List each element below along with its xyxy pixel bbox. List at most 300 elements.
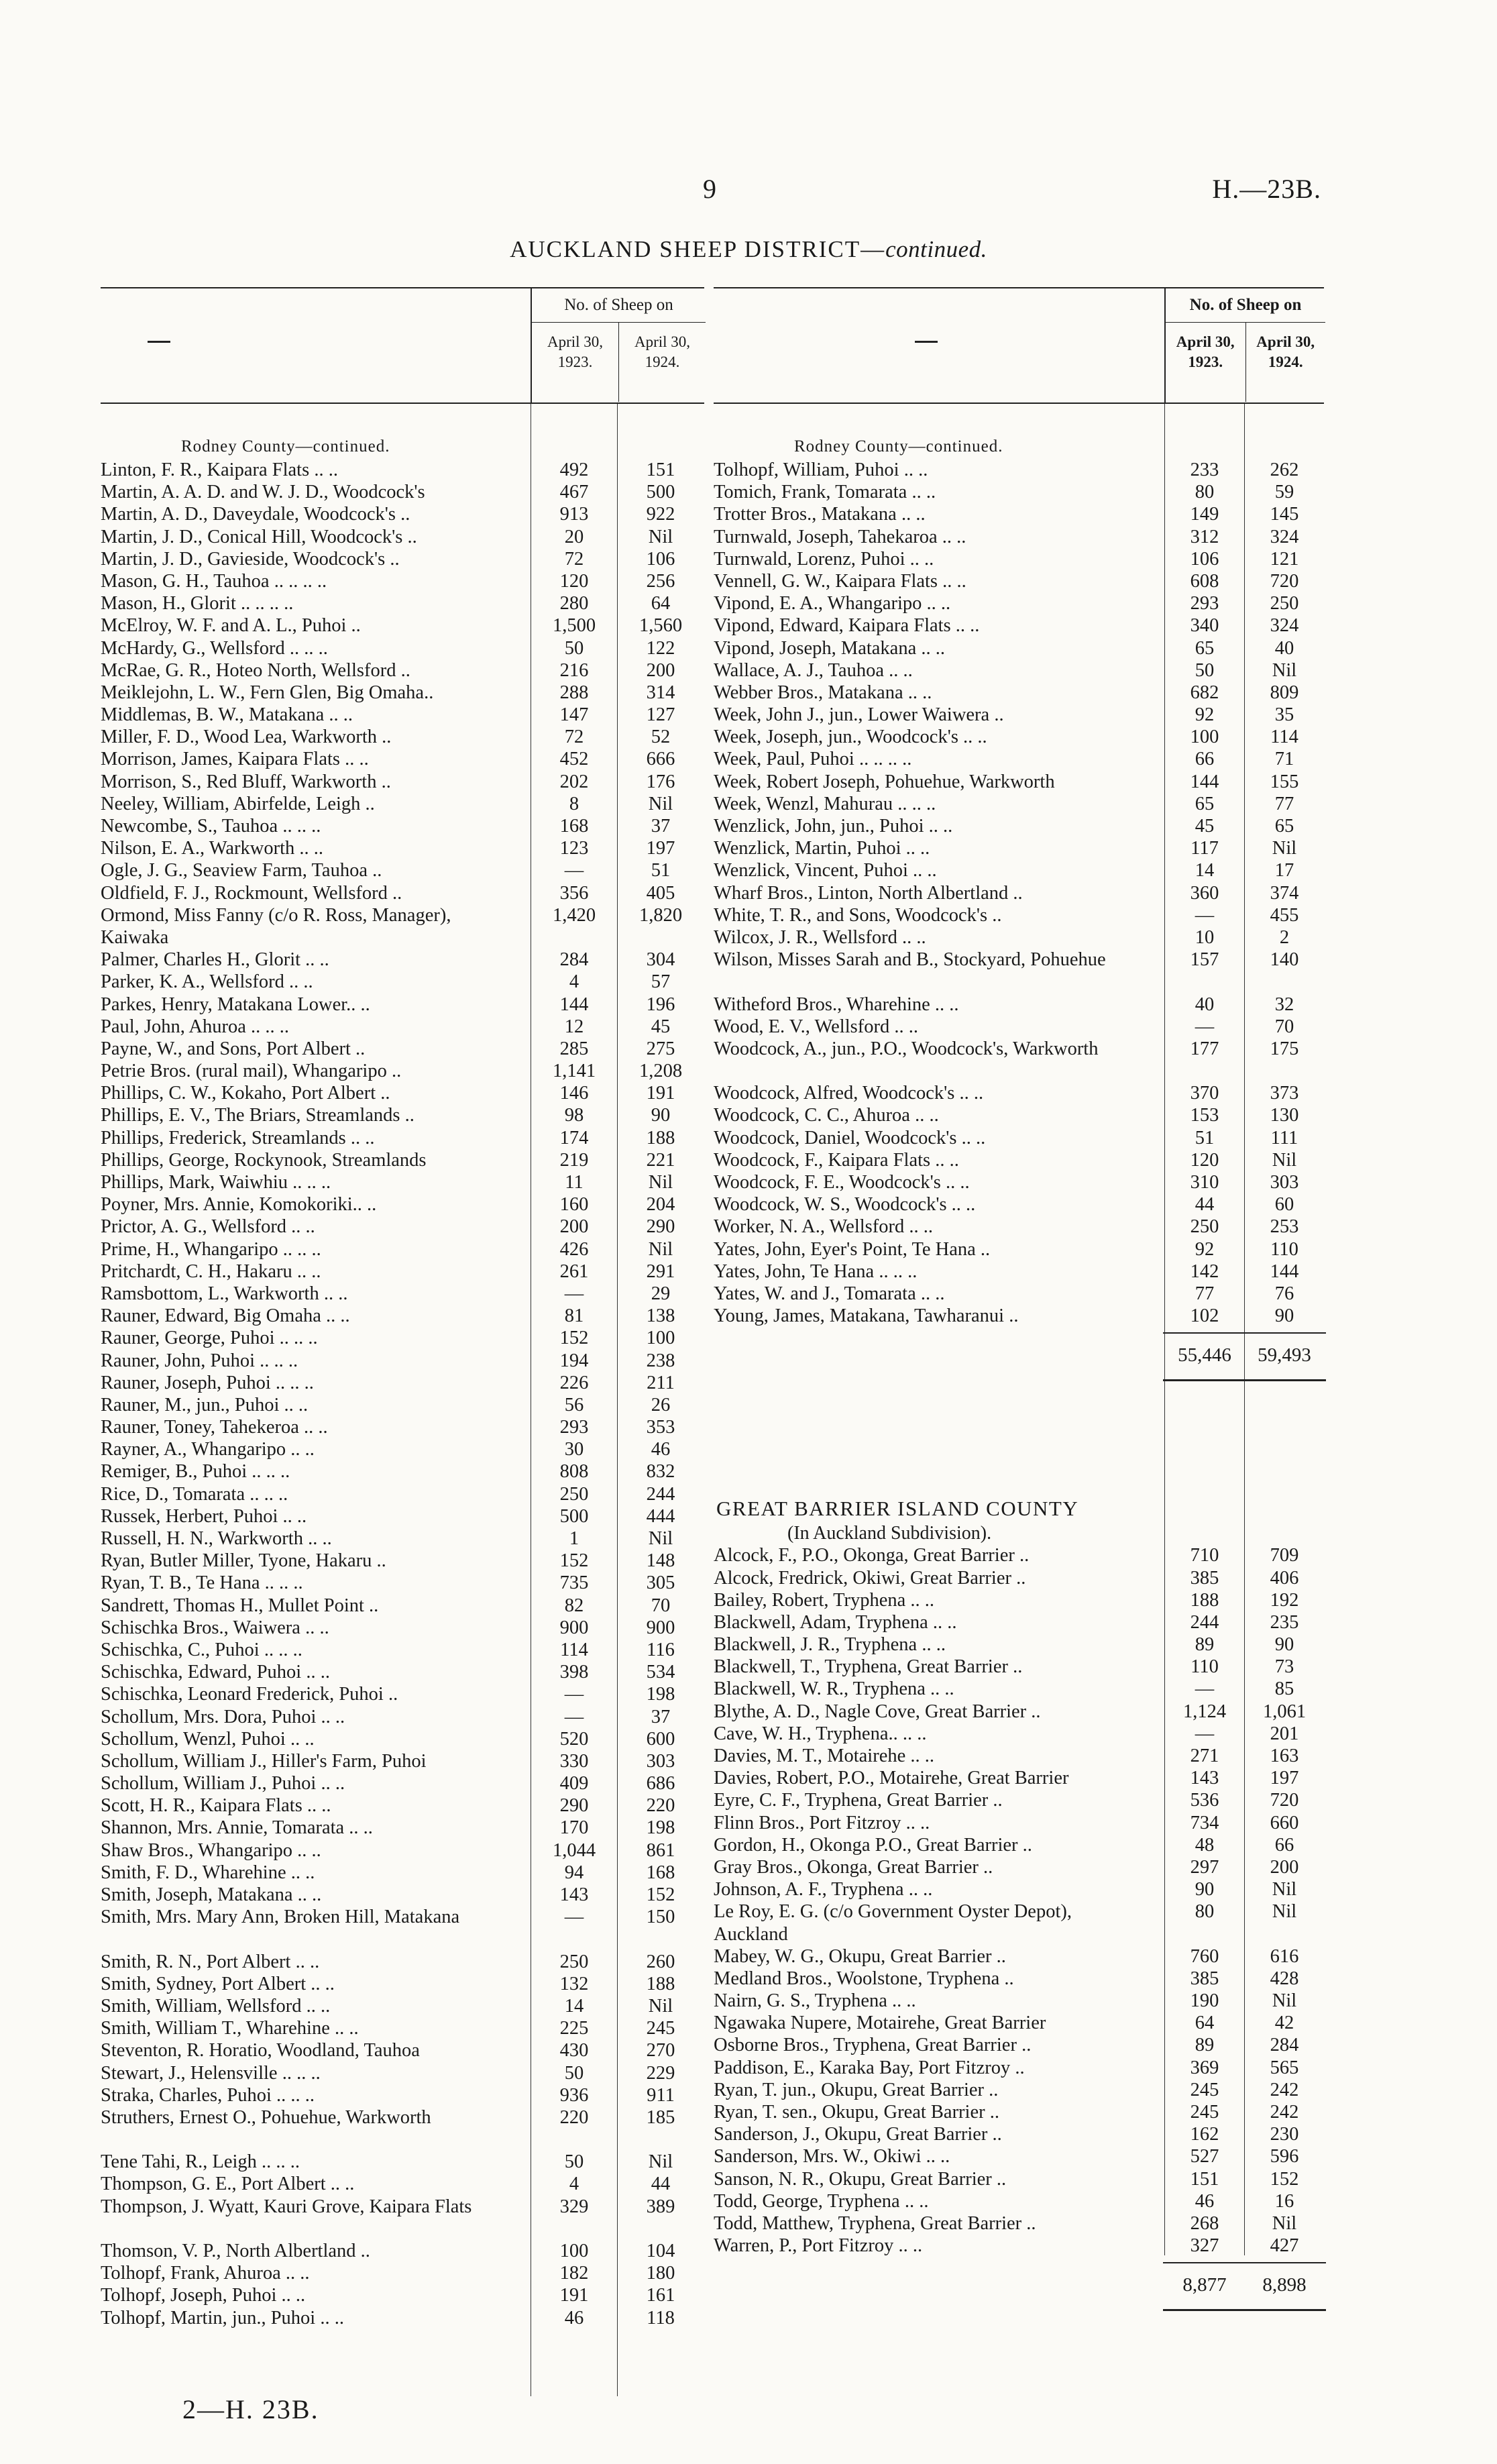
page-number: 9 (703, 174, 716, 204)
owner-name: Russell, H. N., Warkworth .. .. (101, 1528, 332, 1550)
owner-name: Woodcock, C. C., Ahuroa .. .. (714, 1105, 939, 1126)
count-1923: 520 (559, 1728, 589, 1750)
owner-name: Thomson, V. P., North Albertland .. (101, 2241, 370, 2262)
owner-name: Vennell, G. W., Kaipara Flats .. .. (714, 570, 966, 592)
total-1924: 8,898 (1262, 2274, 1307, 2296)
owner-name: Vipond, E. A., Whangaripo .. .. (714, 593, 951, 614)
count-1924: 73 (1274, 1656, 1294, 1678)
owner-name: Blythe, A. D., Nagle Cove, Great Barrier .. (714, 1701, 1041, 1722)
count-1924: 64 (651, 593, 671, 614)
count-1924: 122 (646, 637, 675, 659)
owner-name: Witheford Bros., Wharehine .. .. (714, 994, 959, 1015)
table-row (714, 1127, 1324, 1149)
count-1924: 71 (1274, 749, 1294, 770)
table-row (101, 1038, 704, 1060)
table-row (714, 1589, 1324, 1611)
table-row (101, 2151, 704, 2173)
table-row (714, 592, 1324, 614)
count-1923: 102 (1190, 1305, 1219, 1327)
count-1923: 153 (1190, 1105, 1219, 1126)
count-1923: 147 (559, 704, 589, 726)
table-row (714, 1544, 1324, 1566)
table-row (101, 1862, 704, 1884)
count-1924: 600 (646, 1728, 675, 1750)
count-1923: 360 (1190, 882, 1219, 904)
count-1924: 44 (651, 2174, 671, 2195)
count-1924: Nil (1272, 659, 1297, 681)
table-row (101, 1661, 704, 1683)
count-1924: 304 (646, 949, 675, 971)
count-1924: 51 (651, 860, 671, 881)
count-1923: 1,044 (552, 1839, 596, 1861)
owner-name: Osborne Bros., Tryphena, Great Barrier .. (714, 2035, 1032, 2056)
count-1924: 324 (1270, 615, 1299, 637)
table-row (101, 1595, 704, 1617)
count-1924: 100 (646, 1328, 675, 1349)
table-row (714, 1678, 1324, 1700)
owner-name: Smith, Mrs. Mary Ann, Broken Hill, Matakana (101, 1907, 460, 1928)
table-row (714, 859, 1324, 881)
count-1924: 161 (646, 2285, 675, 2306)
owner-name: Ryan, Butler Miller, Tyone, Hakaru .. (101, 1550, 386, 1572)
owner-name: Mabey, W. G., Okupu, Great Barrier .. (714, 1945, 1006, 1967)
count-1923: 81 (564, 1305, 584, 1327)
owner-name: Wharf Bros., Linton, North Albertland .. (714, 882, 1023, 904)
sheep-count-header (531, 288, 706, 403)
table-row (714, 548, 1324, 570)
count-1923: 51 (1195, 1127, 1215, 1148)
owner-name: Wilcox, J. R., Wellsford .. .. (714, 926, 926, 948)
table-row (101, 1016, 704, 1038)
owner-name: Ngawaka Nupere, Motairehe, Great Barrier (714, 2013, 1046, 2034)
table-row (101, 1372, 704, 1394)
count-1924: 253 (1270, 1216, 1299, 1238)
table-row (714, 570, 1324, 592)
owner-name: Prime, H., Whangaripo .. .. .. (101, 1238, 321, 1260)
owner-name: Alcock, Fredrick, Okiwi, Great Barrier .. (714, 1567, 1026, 1589)
owner-name: Sanderson, J., Okupu, Great Barrier .. (714, 2124, 1002, 2145)
table-row (714, 1611, 1324, 1633)
owner-name: Week, Joseph, jun., Woodcock's .. .. (714, 727, 987, 748)
table-row (714, 837, 1324, 859)
owner-name: Thompson, J. Wyatt, Kauri Grove, Kaipara Flats (101, 2196, 472, 2217)
col-1924-header: April 30, 1924. (618, 323, 706, 402)
count-1924: Nil (648, 526, 673, 547)
count-1924: 188 (646, 1127, 675, 1148)
count-1923: 50 (1195, 659, 1215, 681)
count-1923: 50 (564, 2151, 584, 2173)
owner-name: Shannon, Mrs. Annie, Tomarata .. .. (101, 1817, 373, 1839)
owner-name: Yates, John, Te Hana .. .. .. (714, 1261, 918, 1282)
owner-name: Mason, G. H., Tauhoa .. .. .. .. (101, 570, 327, 592)
table-row (714, 882, 1324, 904)
count-1924: 500 (646, 482, 675, 503)
table-row (714, 1193, 1324, 1216)
count-1923: 110 (1190, 1656, 1219, 1678)
owner-name: Davies, M. T., Motairehe .. .. (714, 1746, 935, 1767)
count-1924: 35 (1274, 704, 1294, 726)
count-1923: 900 (559, 1617, 589, 1638)
owner-name: Yates, John, Eyer's Point, Te Hana .. (714, 1238, 991, 1260)
table-row (714, 904, 1324, 926)
count-1923: 1 (569, 1528, 579, 1550)
table-row (714, 682, 1324, 704)
owner-name: Parker, K. A., Wellsford .. .. (101, 971, 313, 993)
count-1924: 145 (1270, 504, 1299, 525)
count-1924: 163 (1270, 1746, 1299, 1767)
count-1923: 94 (564, 1862, 584, 1883)
table-row (714, 1567, 1324, 1589)
owner-name: Nilson, E. A., Warkworth .. .. (101, 838, 324, 859)
owner-name: Stewart, J., Helensville .. .. .. (101, 2062, 321, 2084)
count-1923: 370 (1190, 1083, 1219, 1104)
count-1924: 596 (1270, 2146, 1299, 2167)
count-1924: 303 (1270, 1172, 1299, 1193)
owner-name: Woodcock, W. S., Woodcock's .. .. (714, 1194, 976, 1216)
owner-name: Tene Tahi, R., Leigh .. .. .. (101, 2151, 300, 2173)
owner-name: Rauner, Joseph, Puhoi .. .. .. (101, 1372, 314, 1393)
count-1924: 832 (646, 1461, 675, 1483)
count-1924: 291 (646, 1261, 675, 1282)
count-1924: 151 (646, 460, 675, 480)
table-row (714, 2168, 1324, 2190)
left-table (101, 287, 704, 2329)
table-row (101, 837, 704, 859)
owner-name: Struthers, Ernest O., Pohuehue, Warkworth (101, 2106, 431, 2128)
table-row (714, 748, 1324, 770)
owner-name: Cave, W. H., Tryphena.. .. .. (714, 1723, 927, 1744)
count-1923: 174 (559, 1127, 589, 1148)
owner-name: Ramsbottom, L., Warkworth .. .. (101, 1283, 348, 1304)
count-1924: 70 (651, 1595, 671, 1616)
owner-name: Schollum, William J., Puhoi .. .. (101, 1773, 345, 1795)
count-1923: 233 (1190, 460, 1219, 480)
count-1924: Nil (648, 1528, 673, 1550)
owner-name: Tolhopf, William, Puhoi .. .. (714, 460, 928, 480)
table-row (714, 1767, 1324, 1789)
table-row (101, 1817, 704, 1839)
count-1923: 936 (559, 2084, 589, 2106)
count-1923: 310 (1190, 1172, 1219, 1193)
count-1924: 2 (1279, 926, 1290, 948)
count-1924: 188 (646, 1973, 675, 1994)
table-row (714, 1082, 1324, 1104)
count-1923: 89 (1195, 1634, 1215, 1656)
count-1924: Nil (648, 793, 673, 814)
count-1923: 160 (559, 1194, 589, 1216)
count-1923: 245 (1190, 2102, 1219, 2123)
table-row (101, 704, 704, 726)
count-1924: Nil (1272, 1990, 1297, 2012)
table-row (714, 2212, 1324, 2235)
count-1924: Nil (648, 1238, 673, 1260)
count-1923: 14 (1195, 860, 1215, 881)
owner-name: Ogle, J. G., Seaview Farm, Tauhoa .. (101, 860, 382, 881)
count-1924: 90 (1274, 1305, 1294, 1327)
count-1924: 197 (1270, 1768, 1299, 1789)
table-row (101, 548, 704, 570)
count-1923: 188 (1190, 1589, 1219, 1611)
count-1923: 385 (1190, 1968, 1219, 1989)
owner-name: Tolhopf, Joseph, Puhoi .. .. (101, 2285, 306, 2306)
table-row (714, 1856, 1324, 1878)
owner-name: Schischka, Leonard Frederick, Puhoi .. (101, 1684, 398, 1705)
owner-name: Morrison, S., Red Bluff, Warkworth .. (101, 771, 391, 792)
table-row (714, 2034, 1324, 2056)
owner-name: Thompson, G. E., Port Albert .. .. (101, 2174, 355, 2195)
count-1924: 565 (1270, 2057, 1299, 2078)
count-1923: 12 (564, 1016, 584, 1037)
table-row (714, 726, 1324, 748)
table-row (101, 1572, 704, 1594)
count-1923: 385 (1190, 1567, 1219, 1589)
owner-name: Mason, H., Glorit .. .. .. .. (101, 593, 294, 614)
owner-name: Morrison, James, Kaipara Flats .. .. (101, 749, 369, 770)
count-1924: Nil (1272, 1149, 1297, 1171)
table-row (101, 682, 704, 704)
table-row (101, 1995, 704, 2017)
count-1923: 284 (559, 949, 589, 971)
owner-name: Smith, R. N., Port Albert .. .. (101, 1951, 320, 1972)
count-1923: 66 (1195, 749, 1215, 770)
count-1923: 92 (1195, 704, 1215, 726)
count-1924: 198 (646, 1684, 675, 1705)
table-row (101, 2017, 704, 2039)
owner-name: Johnson, A. F., Tryphena .. .. (714, 1879, 933, 1900)
table-row (101, 1550, 704, 1572)
owner-name: Vipond, Edward, Kaipara Flats .. .. (714, 615, 980, 637)
table-row (101, 1082, 704, 1104)
table-row (714, 1745, 1324, 1767)
table-row (101, 1104, 704, 1126)
count-1923: 734 (1190, 1812, 1219, 1833)
owner-name: Schischka Bros., Waiwera .. .. (101, 1617, 329, 1638)
count-1924: 373 (1270, 1083, 1299, 1104)
count-1924: 238 (646, 1350, 675, 1371)
owner-name: Gray Bros., Okonga, Great Barrier .. (714, 1856, 993, 1878)
count-1923: 157 (1190, 949, 1219, 971)
table-row (714, 1238, 1324, 1261)
count-1923: 143 (559, 1884, 589, 1906)
table-row (714, 2057, 1324, 2079)
count-1923: 56 (564, 1394, 584, 1415)
count-1923: 760 (1190, 1945, 1219, 1967)
table-row (101, 1305, 704, 1327)
count-1924: 1,560 (639, 615, 683, 637)
owner-name: Middlemas, B. W., Matakana .. .. (101, 704, 353, 726)
table-row (101, 2039, 704, 2061)
owner-name: Smith, William T., Wharehine .. .. (101, 2018, 359, 2039)
count-1924: 406 (1270, 1567, 1299, 1589)
count-1924: 666 (646, 749, 675, 770)
owner-name: Gordon, H., Okonga P.O., Great Barrier .. (714, 1834, 1032, 1856)
owner-name: Smith, Sydney, Port Albert .. .. (101, 1973, 335, 1994)
count-1923: — (1195, 904, 1215, 926)
table-row (101, 1171, 704, 1193)
count-1923: 250 (1190, 1216, 1219, 1238)
count-1924: 1,208 (639, 1061, 683, 1082)
table-row (101, 748, 704, 770)
count-1923: 608 (1190, 570, 1219, 592)
table-row (714, 1945, 1324, 1968)
owner-name: Wenzlick, Vincent, Puhoi .. .. (714, 860, 937, 881)
count-1923: 152 (559, 1328, 589, 1349)
owner-name: Rauner, George, Puhoi .. .. .. (101, 1328, 318, 1349)
count-1923: 1,500 (552, 615, 596, 637)
owner-name: Blackwell, W. R., Tryphena .. .. (714, 1678, 954, 1700)
table-row (714, 1171, 1324, 1193)
table-row (714, 771, 1324, 793)
owner-name: Ryan, T. sen., Okupu, Great Barrier .. (714, 2102, 999, 2123)
count-1924: 127 (646, 704, 675, 726)
owner-name: Steventon, R. Horatio, Woodland, Tauhoa (101, 2040, 420, 2061)
owner-name: Rauner, John, Puhoi .. .. .. (101, 1350, 298, 1371)
count-1923: 98 (564, 1105, 584, 1126)
owner-name: McElroy, W. F. and A. L., Puhoi .. (101, 615, 361, 637)
owner-name: Wood, E. V., Wellsford .. .. (714, 1016, 918, 1037)
count-1923: — (564, 1283, 584, 1304)
table-row (101, 2106, 704, 2151)
table-row (101, 1973, 704, 1995)
count-1923: 250 (559, 1483, 589, 1505)
owner-name: Tolhopf, Frank, Ahuroa .. .. (101, 2263, 310, 2284)
table-row (101, 1795, 704, 1817)
count-1924: Nil (648, 1172, 673, 1193)
count-1923: 114 (560, 1639, 588, 1660)
count-1923: 202 (559, 771, 589, 792)
count-1923: — (1195, 1723, 1215, 1744)
owner-name: Martin, J. D., Conical Hill, Woodcock's .. (101, 526, 417, 547)
count-1924: 922 (646, 504, 675, 525)
count-1923: 149 (1190, 504, 1219, 525)
count-1924: 720 (1270, 1790, 1299, 1811)
table-row (101, 2262, 704, 2284)
count-1923: 117 (1190, 838, 1219, 859)
count-1923: 100 (1190, 727, 1219, 748)
count-1924: 245 (646, 2018, 675, 2039)
count-1923: 144 (559, 994, 589, 1015)
count-1923: 735 (559, 1572, 589, 1594)
table-row (101, 2084, 704, 2106)
header-dash (915, 341, 938, 343)
owner-name: Remiger, B., Puhoi .. .. .. (101, 1461, 290, 1483)
table-row (101, 1505, 704, 1528)
count-1923: 80 (1195, 1901, 1215, 1923)
table-row (101, 1216, 704, 1238)
table-row (101, 1127, 704, 1149)
count-1923: 123 (559, 838, 589, 859)
page-title: AUCKLAND SHEEP DISTRICT—continued. (510, 236, 987, 262)
table-row (101, 1416, 704, 1438)
owner-name: Eyre, C. F., Tryphena, Great Barrier .. (714, 1790, 1003, 1811)
count-1923: 244 (1190, 1611, 1219, 1633)
count-1924: 1,820 (639, 904, 683, 926)
owner-name: McHardy, G., Wellsford .. .. .. (101, 637, 328, 659)
count-1923: 492 (559, 460, 589, 480)
count-1924: 244 (646, 1483, 675, 1505)
table-row (714, 1900, 1324, 1945)
table-row (714, 1283, 1324, 1305)
left-table-body (101, 404, 704, 2329)
table-row (714, 1878, 1324, 1900)
owner-name: Ryan, T. B., Te Hana .. .. .. (101, 1572, 303, 1594)
count-1924: Nil (648, 1995, 673, 2017)
count-1924: 374 (1270, 882, 1299, 904)
table-row (714, 926, 1324, 949)
table-row (101, 637, 704, 659)
table-row (101, 949, 704, 971)
table-row (714, 659, 1324, 682)
count-1924: 242 (1270, 2079, 1299, 2100)
count-1924: 17 (1274, 860, 1294, 881)
count-1923: 710 (1190, 1545, 1219, 1566)
owner-name: Warren, P., Port Fitzroy .. .. (714, 2235, 923, 2257)
table-row (101, 1617, 704, 1639)
owner-name: Oldfield, F. J., Rockmount, Wellsford .. (101, 882, 402, 904)
table-row (101, 904, 704, 949)
count-1924: 455 (1270, 904, 1299, 926)
owner-name: Schischka, C., Puhoi .. .. .. (101, 1639, 302, 1660)
owner-name: Wenzlick, John, jun., Puhoi .. .. (714, 816, 953, 837)
owner-name: Webber Bros., Matakana .. .. (714, 682, 932, 703)
table-row (714, 2123, 1324, 2145)
table-row (714, 481, 1324, 503)
table-row (101, 1951, 704, 1973)
sheep-count-caption: No. of Sheep on (1166, 288, 1325, 323)
count-1923: 46 (564, 2307, 584, 2328)
count-1923: 106 (1190, 548, 1219, 570)
owner-name: Bailey, Robert, Tryphena .. .. (714, 1589, 935, 1611)
count-1924: 196 (646, 994, 675, 1015)
count-1923: 409 (559, 1773, 589, 1795)
count-1924: 200 (646, 659, 675, 681)
count-1923: 250 (559, 1951, 589, 1972)
count-1923: — (564, 1706, 584, 1727)
owner-name: Wilson, Misses Sarah and B., Stockyard, Pohuehue (714, 949, 1106, 971)
owner-name: Rauner, M., jun., Puhoi .. .. (101, 1394, 309, 1415)
count-1923: 369 (1190, 2057, 1219, 2078)
table-row (101, 882, 704, 904)
count-1924: 270 (646, 2040, 675, 2061)
count-1923: 64 (1195, 2013, 1215, 2034)
count-1924: Nil (648, 2151, 673, 2173)
table-row (101, 2240, 704, 2262)
count-1923: 280 (559, 593, 589, 614)
count-1924: 616 (1270, 1945, 1299, 1967)
count-1923: 808 (559, 1461, 589, 1483)
count-1924: 324 (1270, 526, 1299, 547)
count-1923: 330 (559, 1750, 589, 1772)
table-row (714, 793, 1324, 815)
table-row (714, 1038, 1324, 1082)
table-row (714, 2145, 1324, 2167)
table-row (101, 1728, 704, 1750)
count-1924: 140 (1270, 949, 1299, 971)
count-1923: 191 (559, 2285, 589, 2306)
owner-name: Trotter Bros., Matakana .. .. (714, 504, 926, 525)
count-1923: 216 (559, 659, 589, 681)
table-row (101, 1261, 704, 1283)
count-1923: 4 (569, 2174, 579, 2195)
count-1923: 285 (559, 1038, 589, 1059)
count-1924: 290 (646, 1216, 675, 1238)
count-1923: 40 (1195, 994, 1215, 1015)
count-1923: 536 (1190, 1790, 1219, 1811)
count-1924: 405 (646, 882, 675, 904)
owner-name: Scott, H. R., Kaipara Flats .. .. (101, 1795, 331, 1817)
table-row (101, 459, 704, 481)
owner-name: Todd, George, Tryphena .. .. (714, 2190, 929, 2212)
